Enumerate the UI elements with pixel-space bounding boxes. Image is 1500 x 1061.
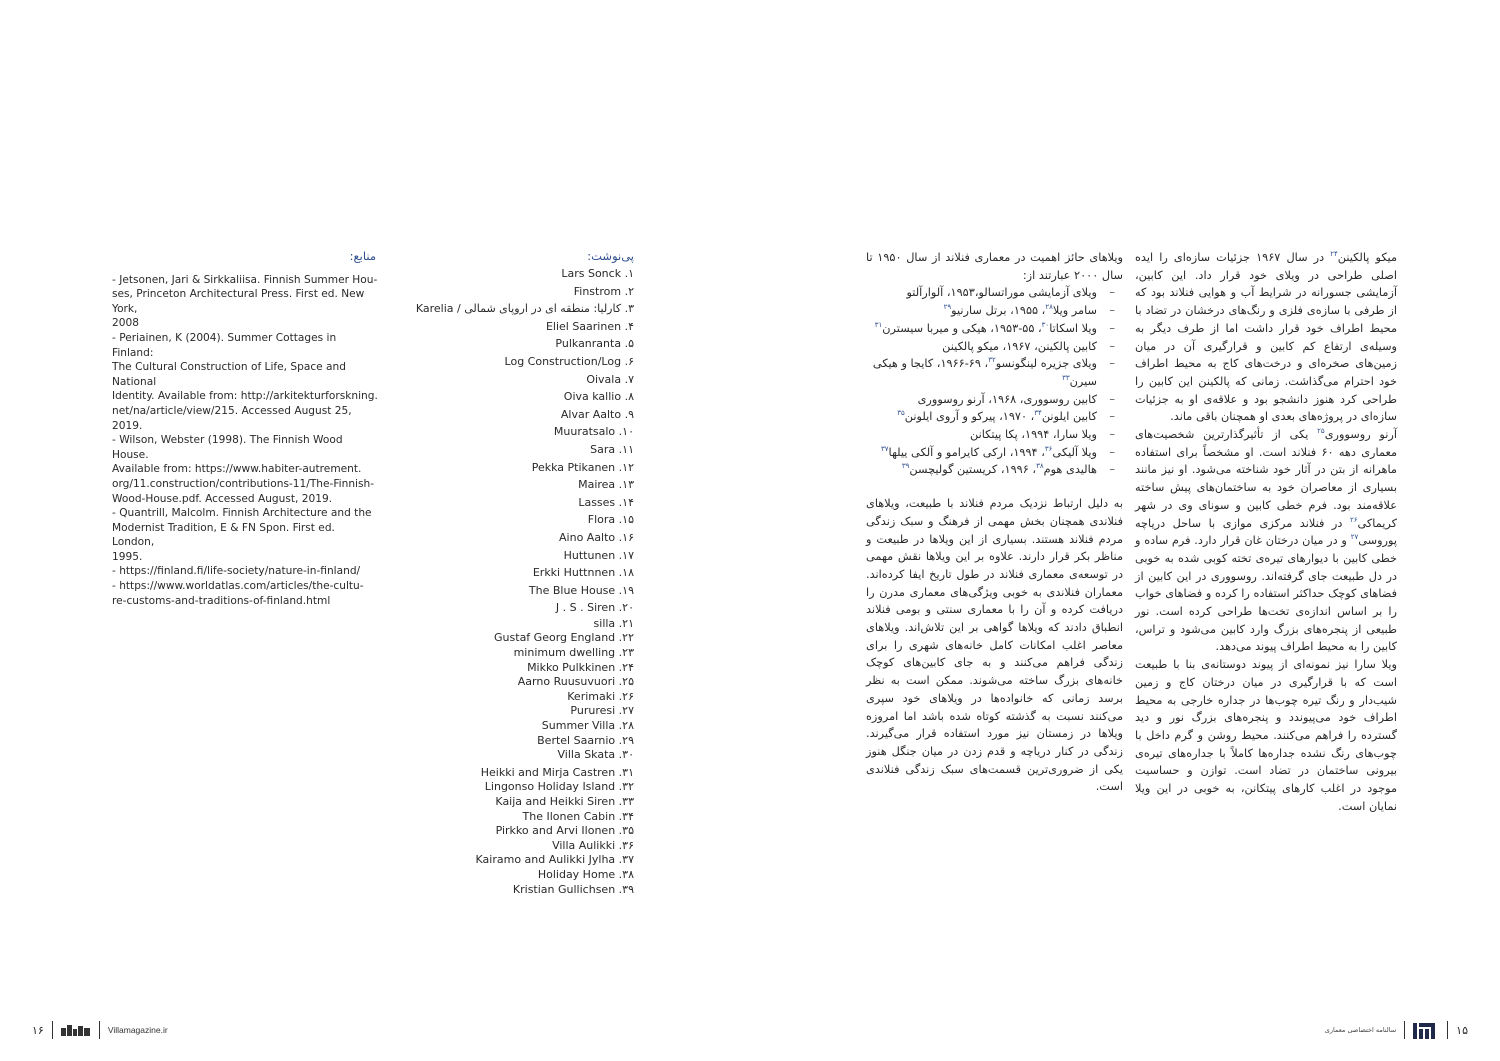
footnote-text: Mairea	[578, 478, 616, 492]
text-run: یکی از تأثیرگذارترین شخصیت‌های معماری دهه ۶۰ فنلاند است. او مشخصاً برای استفاده ماهرانه از بتن در آثار خود شناخته می‌شود. او نیز مانند بسیاری از معاصران خود به ساختمان‌های پیش ساخته علاقه‌مند بود. فرم خطی کابین و سونای وی در شهر کریماکی	[1135, 428, 1397, 530]
footnote-marker: ۲۷	[1350, 533, 1359, 542]
villa-list-column	[866, 249, 1123, 796]
footnote-number: ۲۰.	[618, 601, 634, 615]
body-paragraph	[1135, 426, 1397, 656]
footnote-text: The Blue House	[528, 583, 616, 597]
footnote-item	[400, 547, 634, 565]
footnote-number: ۳۱.	[618, 765, 634, 779]
text-run: ویلا اسکاتا	[1049, 321, 1097, 335]
footnote-number: ۸.	[624, 390, 634, 404]
villa-list-item	[866, 391, 1123, 409]
source-entry: - Jetsonen, Jari & Sirkkaliisa. Finnish Summer Hou- ses, Princeton Architectural Press. First ed. New York, 2008	[112, 273, 378, 330]
footer-divider	[52, 1021, 53, 1039]
villa-list-item	[866, 302, 1123, 320]
footnote-number: ۳۳.	[618, 795, 634, 808]
footnote-item	[400, 335, 634, 353]
footnote-number: ۲۱.	[618, 616, 634, 630]
villa-list	[866, 284, 1123, 479]
villa-list-item	[866, 461, 1123, 479]
footnote-number: ۳۷.	[618, 853, 634, 867]
footnote-text: Flora	[587, 513, 616, 527]
footnote-text: Oiva kallio	[563, 390, 622, 404]
footnote-number: ۵.	[624, 337, 634, 351]
footnote-item	[400, 318, 634, 336]
footnote-item	[400, 766, 634, 781]
footnote-number: ۳۶.	[618, 838, 634, 852]
footnote-item	[400, 704, 634, 719]
footnote-item	[400, 599, 634, 617]
page-number-right: ۱۵	[1456, 1023, 1468, 1037]
footnote-number: ۳۲.	[618, 780, 634, 794]
text-run: کابین پالکینن، ۱۹۶۷، میکو پالکینن	[942, 339, 1097, 353]
footnote-marker: ۲۸	[1045, 303, 1053, 312]
footnote-item	[400, 661, 634, 676]
footnote-text: Kerimaki	[567, 689, 616, 703]
footnote-number: ۳.	[624, 302, 634, 316]
site-name: Villamagazine.ir	[107, 1025, 168, 1035]
footnote-item	[400, 868, 634, 883]
footnote-item	[400, 494, 634, 512]
footnote-text: Sara	[590, 442, 616, 456]
footer-divider	[99, 1021, 100, 1039]
footnote-number: ۱.	[624, 267, 634, 280]
footnote-number: ۲۶.	[618, 689, 634, 703]
footnote-marker: ۳۶	[1044, 444, 1053, 453]
footnotes-list	[400, 265, 634, 897]
culture-paragraph: به دلیل ارتباط نزدیک مردم فنلاند با طبیعت، ویلاهای فنلاندی همچنان بخش مهمی از فرهنگ و سبک زندگی مردم فنلاند هستند. بسیاری از این ویلاها در طبیعت و مناظر بکر قرار دارند. علاوه بر این ویلاها نقش مهمی در توسعه‌ی معماری فنلاند در طول تاریخ ایفا کرده‌اند. معماران فنلاندی به خوبی ویژگی‌های معماری مدرن را دریافت کرده و آن را با معماری سنتی و بومی فنلاند انطباق دادند که ویلاها گواهی بر این تلاش‌اند. ویلاهای معاصر اغلب امکانات کامل خانه‌های شهری را برای زندگی فراهم می‌کنند و به جای کابین‌های کوچک خانه‌های بزرگ ساخته می‌شوند. ممکن است به نظر برسد زمانی که خانواده‌ها در ویلاهای خود سپری می‌کنند نسبت به گذشته کوتاه شده باشد اما امروزه ویلاها در زمستان نیز مورد استفاده قرار می‌گیرند. زندگی در کنار دریاچه و قدم زدن در میان جنگل هنوز یکی از ضروری‌ترین قسمت‌های سبک زندگی فنلاندی است.	[866, 497, 1123, 794]
footnote-marker: ۳۲	[988, 356, 996, 365]
footnote-text: Lasses	[578, 495, 616, 509]
text-run: ، ۱۹۹۶، کریستین گولیچسن	[909, 463, 1037, 477]
footnote-item	[400, 406, 634, 424]
footnote-text: Summer Villa	[541, 719, 616, 733]
footnote-text: Pulkanranta	[555, 337, 622, 351]
footnote-text: Holiday Home	[537, 867, 616, 881]
footnote-item	[400, 388, 634, 406]
footnote-text: Heikki and Mirja Castren	[480, 765, 616, 779]
footnote-item	[400, 283, 634, 301]
villa-list-intro: ویلاهای حائز اهمیت در معماری فنلاند از سال ۱۹۵۰ تا سال ۲۰۰۰ عبارتند از:	[866, 251, 1123, 282]
text-run: ویلای آزمایشی موراتسالو،۱۹۵۳، آلوارآلتو	[906, 286, 1097, 300]
source-entry: - https://finland.fi/life-society/nature-in-finland/	[112, 565, 361, 578]
footnote-item	[400, 853, 634, 868]
footnote-marker: ۲۴	[1330, 250, 1338, 259]
footnote-item	[400, 423, 634, 441]
footnote-number: ۱۰.	[618, 425, 634, 439]
footnote-item	[400, 795, 634, 810]
footnote-marker: ۲۵	[1317, 427, 1325, 436]
footnote-text: silla	[593, 616, 616, 630]
footnote-text: Aino Aalto	[559, 530, 616, 544]
text-run: و در میان درختان غان قرار دارد. فرم ساده و خطی کابین با دیوارهای تیره‌ی تخته کوبی شده به خوبی در دل طبیعت جای گرفته‌اند. روسووری در این کابین از فضاهای کوچک حداکثر استفاده را کرده و فضاهای خواب را بر اساس اندازه‌ی تخت‌ها طراحی کرده است. نور طبیعی از پنجره‌های بزرگ وارد کابین می‌شود و تراس، کابین را به محیط اطراف پیوند می‌دهد.	[1135, 534, 1397, 654]
footnote-text: Lars Sonck	[561, 267, 622, 280]
footnote-number: ۲۸.	[618, 719, 634, 733]
footnote-text: Huttunen	[563, 548, 616, 562]
footnote-number: ۲۵.	[618, 675, 634, 689]
magazine-logo-icon	[61, 1024, 91, 1036]
footnote-marker: ۳۵	[897, 409, 905, 418]
footnote-text: Pururesi	[570, 704, 616, 718]
body-paragraph	[1135, 249, 1397, 426]
footnote-item	[400, 734, 634, 749]
footnote-text: Aarno Ruusuvuori	[517, 675, 616, 689]
footnote-text: The Ilonen Cabin	[522, 809, 616, 823]
text-run: کابین ایلونن	[1041, 410, 1097, 424]
footer-right	[1325, 1020, 1468, 1040]
text-run: ، ۵۵-۱۹۵۳، هیکی و میربا سیسترن	[882, 321, 1042, 335]
footnote-item	[400, 617, 634, 632]
footnotes-title: پی‌نوشت:	[587, 249, 634, 263]
footnote-number: ۲۹.	[618, 733, 634, 747]
villa-list-item	[866, 338, 1123, 356]
footnote-number: ۱۴.	[618, 495, 634, 509]
footnote-marker: ۳۱	[874, 321, 883, 330]
villa-list-item	[866, 355, 1123, 390]
footnote-number: ۳۵.	[618, 824, 634, 838]
footnote-item	[400, 675, 634, 690]
footnote-item	[400, 810, 634, 825]
text-run: ویلا آلیکی	[1052, 445, 1097, 459]
body-paragraph	[1135, 656, 1397, 815]
text-run: ویلا سارا، ۱۹۹۴، پکا پیتکانن	[970, 428, 1097, 442]
footnote-text: Mikko Pulkkinen	[527, 660, 616, 674]
footnote-number: ۴.	[624, 319, 634, 333]
magazine-tagline: سالنامه اختصاصی معماری	[1324, 1026, 1397, 1034]
footnote-text: Log Construction/Log	[504, 354, 622, 368]
footnote-item	[400, 582, 634, 600]
footnote-marker: ۲۶	[1349, 515, 1358, 524]
footnote-text: Karelia / کارلیا: منطقه ای در اروپای شمالی	[415, 302, 622, 316]
villa-list-item	[866, 284, 1123, 302]
footnote-item	[400, 839, 634, 854]
source-entry: - Wilson, Webster (1998). The Finnish Wood House. Available from: https://www.habiter-autrement. org/11.construction/contributions-11/The-Finnish- Wood-House.pdf. Accessed August, 2019.	[112, 434, 375, 505]
footnote-number: ۱۳.	[618, 478, 634, 492]
footnote-number: ۱۱.	[618, 442, 634, 456]
footnote-text: Kaija and Heikki Siren	[495, 795, 616, 808]
footnote-number: ۳۴.	[618, 809, 634, 823]
footer-left	[32, 1020, 168, 1040]
text-run: آرنو روسووری	[1324, 428, 1397, 442]
footnote-marker: ۳۳	[1062, 374, 1070, 383]
footnote-number: ۱۸.	[618, 566, 634, 580]
source-entry: - https://www.worldatlas.com/articles/the-cultu- re-customs-and-traditions-of-finland.html	[112, 580, 364, 607]
footnote-text: Alvar Aalto	[560, 407, 622, 421]
footnote-number: ۹.	[624, 407, 634, 421]
footnote-marker: ۳۸	[1036, 462, 1044, 471]
footnote-text: Gustaf Georg England	[494, 631, 616, 645]
footnote-number: ۶.	[624, 354, 634, 368]
sources	[108, 249, 378, 608]
footnote-number: ۲۷.	[618, 704, 634, 718]
footnote-text: Kristian Gullichsen	[512, 882, 616, 896]
footnote-text: Villa Aulikki	[552, 838, 616, 852]
text-run: ویلای جزیره لینگونسو	[995, 357, 1097, 371]
footnote-text: Finstrom	[573, 284, 622, 298]
footnote-number: ۲.	[624, 284, 634, 298]
footnote-item	[400, 883, 634, 898]
footnote-text: Pirkko and Arvi Ilonen	[495, 824, 616, 838]
footnote-item	[400, 646, 634, 661]
text-run: کابین روسووری، ۱۹۶۸، آرنو روسووری	[917, 392, 1097, 406]
villa-list-item	[866, 320, 1123, 338]
footnote-item	[400, 353, 634, 371]
footnote-text: Villa Skata	[557, 748, 616, 762]
footnote-number: ۱۷.	[618, 548, 634, 562]
footnote-item	[400, 265, 634, 283]
footnote-item	[400, 631, 634, 646]
footnote-text: Muuratsalo	[553, 425, 616, 439]
sources-list	[108, 273, 378, 609]
footnote-item	[400, 824, 634, 839]
footnote-item	[400, 300, 634, 318]
footnote-marker: ۲۹	[943, 303, 952, 312]
footer-divider	[1447, 1021, 1448, 1039]
footnote-item	[400, 529, 634, 547]
footnote-number: ۲۳.	[618, 646, 634, 660]
footnote-number: ۱۲.	[618, 460, 634, 474]
footnote-number: ۲۴.	[618, 660, 634, 674]
magazine-logo-icon	[1413, 1021, 1439, 1039]
footnote-item	[400, 441, 634, 459]
footnote-text: Eliel Saarinen	[545, 319, 622, 333]
villa-list-item	[866, 426, 1123, 444]
footnote-item	[400, 748, 634, 763]
text-run: ، ۱۹۹۴، ارکی کایرامو و آلکی ییلها	[888, 445, 1045, 459]
footnote-text: Bertel Saarnio	[537, 733, 616, 747]
text-run: در فنلاند مرکزی موازی با ساحل دریاچه پوروسی	[1135, 516, 1397, 548]
footnote-marker: ۳۰	[1041, 321, 1050, 330]
footnote-text: minimum dwelling	[513, 646, 616, 660]
footnote-number: ۳۸.	[618, 867, 634, 881]
footnote-marker: ۳۴	[1034, 409, 1042, 418]
footnote-number: ۷.	[624, 372, 634, 386]
footnote-number: ۳۰.	[618, 748, 634, 762]
text-run: ، ۱۹۷۰، پیرکو و آروی ایلونن	[904, 410, 1035, 424]
footnote-number: ۱۵.	[618, 513, 634, 527]
text-run: ویلا سارا نیز نمونه‌ای از پیوند دوستانه‌ی بنا با طبیعت است که با قرارگیری در میان درختان کاج و زمین شیب‌دار و رنگ تیره چوب‌ها در جداره خارجی به محیط اطراف خود می‌پیوندد و پنجره‌های بزرگ نور و دید گسترده را فراهم می‌کنند. محیط روشن و گرم داخل با چوب‌های رنگ نشده جداره‌ها کاملاً با جداره‌های تیره‌ی بیرونی ساختمان در تضاد است. توازن و حساسیت موجود در اغلب کارهای پیتکانن، به خوبی در این ویلا نمایان است.	[1135, 658, 1397, 813]
footnote-item	[400, 511, 634, 529]
sources-title: منابع:	[349, 249, 376, 263]
footnote-item	[400, 476, 634, 494]
footnote-item	[400, 719, 634, 734]
footnote-number: ۳۹.	[618, 882, 634, 896]
text-run: سامر ویلا	[1052, 304, 1097, 318]
footer-divider	[1404, 1021, 1405, 1039]
page-number-left: ۱۶	[32, 1023, 44, 1037]
text-run: ، ۶۹-۱۹۶۶، کایجا و هیکی سیرن	[872, 357, 1097, 388]
footnote-marker: ۳۷	[880, 444, 889, 453]
footnote-text: Pekka Ptikanen	[531, 460, 616, 474]
footnote-text: Kairamo and Aulikki Jylha	[475, 853, 616, 867]
text-run: هالیدی هوم	[1043, 463, 1097, 477]
footnote-number: ۲۲.	[618, 631, 634, 645]
footnote-text: Oivala	[586, 372, 622, 386]
footnote-text: Lingonso Holiday Island	[484, 780, 616, 794]
footnote-item	[400, 780, 634, 795]
footnote-item	[400, 564, 634, 582]
footnote-item	[400, 371, 634, 389]
footnote-number: ۱۶.	[618, 530, 634, 544]
source-entry: - Quantrill, Malcolm. Finnish Architecture and the Modernist Tradition, E & FN Spon. First ed. London, 1995.	[112, 507, 372, 563]
right-text-column	[1135, 249, 1397, 816]
footnote-marker: ۳۹	[901, 462, 910, 471]
villa-list-item	[866, 408, 1123, 426]
footnote-text: Erkki Huttnnen	[532, 566, 616, 580]
text-run: ، ۱۹۵۵، برتل سارنیو	[951, 304, 1046, 318]
villa-list-item	[866, 444, 1123, 462]
footnote-item	[400, 459, 634, 477]
text-run: در سال ۱۹۶۷ جزئیات سازه‌ای را ایده اصلی طراحی در ویلای خود قرار داد. این کابین، آزمایشی جسورانه در شرایط آب و هوایی فنلاند بود که از طرفی با سازه‌ی فلزی و رنگ‌های درخشان در تضاد با محیط اطراف خود قرار داشت اما از طرف دیگر به وسیله‌ی ارتفاع کم کابین و قرارگیری آن در میان زمین‌های صخره‌ای و درخت‌های کاج به محیط اطراف خود احترام می‌گذاشت. زمانی که پالکینن این کابین را طراحی کرد هنوز دانشجو بود و علاقه‌ی او به جزئیات سازه‌ای در پروژه‌های بعدی او همچنان باقی ماند.	[1135, 251, 1397, 424]
footnotes	[400, 249, 634, 897]
footnote-text: J . S . Siren	[555, 601, 616, 615]
footnote-item	[400, 690, 634, 705]
source-entry: - Periainen, K (2004). Summer Cottages in Finland: The Cultural Construction of Life, Space and National Identity. Available from: http://arkitekturforskning. net/na/article/view/215. Accessed August 25, 2019.	[112, 331, 378, 432]
text-run: میکو پالکینن	[1337, 251, 1398, 264]
footnote-number: ۱۹.	[618, 583, 634, 597]
